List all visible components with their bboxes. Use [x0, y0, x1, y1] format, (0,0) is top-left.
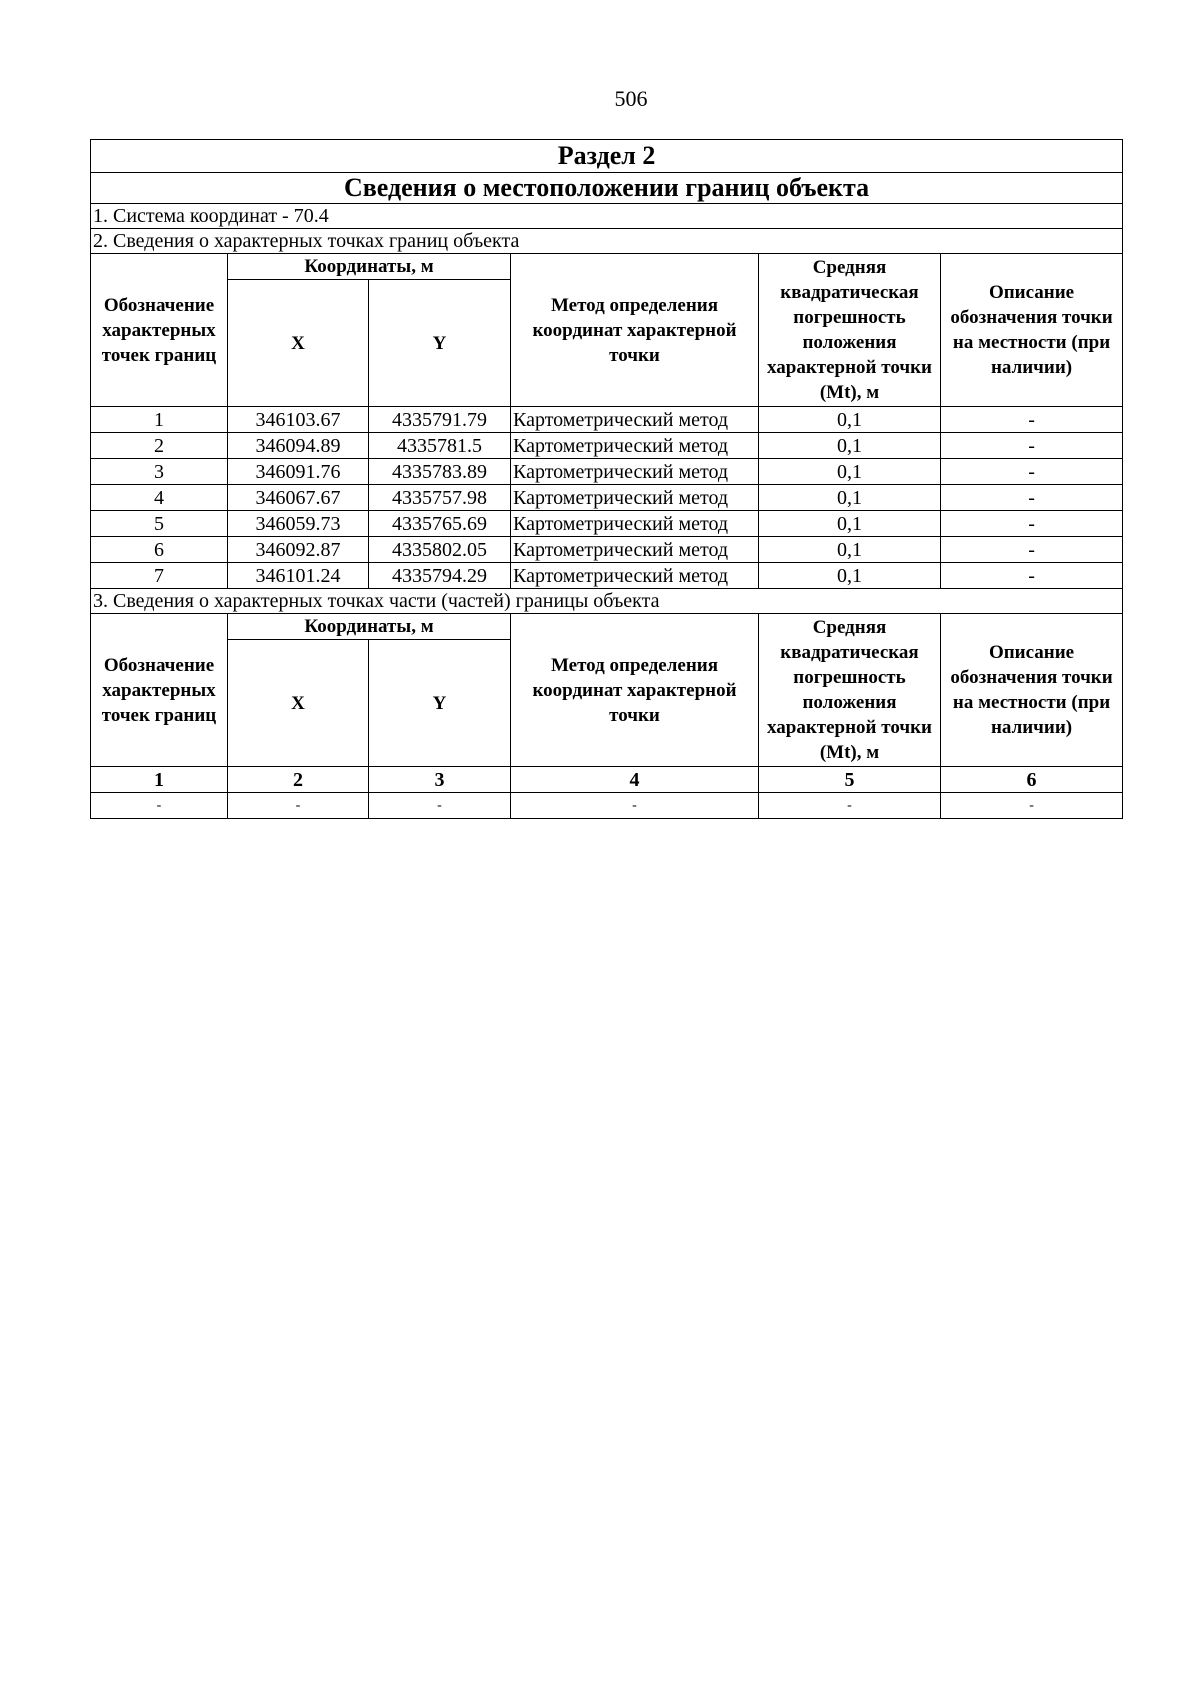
- header-method: Метод определения координат характерной точки: [511, 614, 759, 767]
- table-row: [91, 511, 1123, 537]
- point-number-cell: 5: [91, 511, 228, 537]
- table-row: [91, 563, 1123, 589]
- column-number-row: [91, 767, 1123, 793]
- description-cell: -: [941, 485, 1123, 511]
- description-cell: -: [941, 407, 1123, 433]
- part3-rows: [91, 793, 1123, 819]
- y-coordinate-cell: 4335794.29: [369, 563, 511, 589]
- table-row: [91, 485, 1123, 511]
- y-coordinate-cell: 4335781.5: [369, 433, 511, 459]
- x-coordinate-cell: -: [228, 793, 369, 819]
- coord-system: 1. Система координат - 70.4: [91, 204, 1123, 229]
- method-cell: -: [511, 793, 759, 819]
- error-cell: 0,1: [759, 511, 941, 537]
- table-row: [91, 459, 1123, 485]
- point-number-cell: 3: [91, 459, 228, 485]
- description-cell: -: [941, 511, 1123, 537]
- error-cell: 0,1: [759, 433, 941, 459]
- point-number-cell: 4: [91, 485, 228, 511]
- point-number-cell: 1: [91, 407, 228, 433]
- header-coordinates: Координаты, м: [228, 254, 511, 280]
- y-coordinate-cell: 4335791.79: [369, 407, 511, 433]
- header-description: Описание обозначения точки на местности (при наличии): [941, 614, 1123, 767]
- section-title: Раздел 2: [91, 140, 1123, 173]
- part2-caption: 2. Сведения о характерных точках границ объекта: [91, 229, 1123, 254]
- description-cell: -: [941, 459, 1123, 485]
- method-cell: Картометрический метод: [511, 511, 759, 537]
- column-number: 2: [228, 767, 369, 793]
- description-cell: -: [941, 793, 1123, 819]
- point-number-cell: 7: [91, 563, 228, 589]
- error-cell: 0,1: [759, 485, 941, 511]
- error-cell: -: [759, 793, 941, 819]
- method-cell: Картометрический метод: [511, 407, 759, 433]
- header-x: X: [228, 640, 369, 767]
- y-coordinate-cell: 4335765.69: [369, 511, 511, 537]
- x-coordinate-cell: 346103.67: [228, 407, 369, 433]
- y-coordinate-cell: 4335802.05: [369, 537, 511, 563]
- table-row: [91, 433, 1123, 459]
- header-y: Y: [369, 640, 511, 767]
- column-number: 4: [511, 767, 759, 793]
- header-coordinates: Координаты, м: [228, 614, 511, 640]
- table-row: [91, 537, 1123, 563]
- table-row: [91, 407, 1123, 433]
- part2-rows: [91, 407, 1123, 589]
- point-number-cell: 2: [91, 433, 228, 459]
- header-y: Y: [369, 280, 511, 407]
- x-coordinate-cell: 346091.76: [228, 459, 369, 485]
- column-number: 6: [941, 767, 1123, 793]
- method-cell: Картометрический метод: [511, 433, 759, 459]
- method-cell: Картометрический метод: [511, 459, 759, 485]
- x-coordinate-cell: 346059.73: [228, 511, 369, 537]
- header-description: Описание обозначения точки на местности (при наличии): [941, 254, 1123, 407]
- x-coordinate-cell: 346067.67: [228, 485, 369, 511]
- part3-caption: 3. Сведения о характерных точках части (частей) границы объекта: [91, 589, 1123, 614]
- y-coordinate-cell: -: [369, 793, 511, 819]
- description-cell: -: [941, 563, 1123, 589]
- section-subtitle: Сведения о местоположении границ объекта: [91, 173, 1123, 204]
- column-number: 5: [759, 767, 941, 793]
- x-coordinate-cell: 346101.24: [228, 563, 369, 589]
- x-coordinate-cell: 346092.87: [228, 537, 369, 563]
- y-coordinate-cell: 4335757.98: [369, 485, 511, 511]
- header-x: X: [228, 280, 369, 407]
- header-error: Средняя квадратическая погрешность положения характерной точки (Mt), м: [759, 614, 941, 767]
- error-cell: 0,1: [759, 537, 941, 563]
- boundary-table: [90, 139, 1123, 819]
- header-method: Метод определения координат характерной точки: [511, 254, 759, 407]
- error-cell: 0,1: [759, 563, 941, 589]
- header-designation: Обозначение характерных точек границ: [91, 614, 228, 767]
- column-number: 3: [369, 767, 511, 793]
- x-coordinate-cell: 346094.89: [228, 433, 369, 459]
- method-cell: Картометрический метод: [511, 563, 759, 589]
- point-number-cell: -: [91, 793, 228, 819]
- error-cell: 0,1: [759, 459, 941, 485]
- description-cell: -: [941, 537, 1123, 563]
- page-number: 506: [614, 86, 648, 111]
- method-cell: Картометрический метод: [511, 485, 759, 511]
- header-error: Средняя квадратическая погрешность положения характерной точки (Mt), м: [759, 254, 941, 407]
- error-cell: 0,1: [759, 407, 941, 433]
- description-cell: -: [941, 433, 1123, 459]
- method-cell: Картометрический метод: [511, 537, 759, 563]
- column-number: 1: [91, 767, 228, 793]
- point-number-cell: 6: [91, 537, 228, 563]
- table-row: [91, 793, 1123, 819]
- y-coordinate-cell: 4335783.89: [369, 459, 511, 485]
- header-designation: Обозначение характерных точек границ: [91, 254, 228, 407]
